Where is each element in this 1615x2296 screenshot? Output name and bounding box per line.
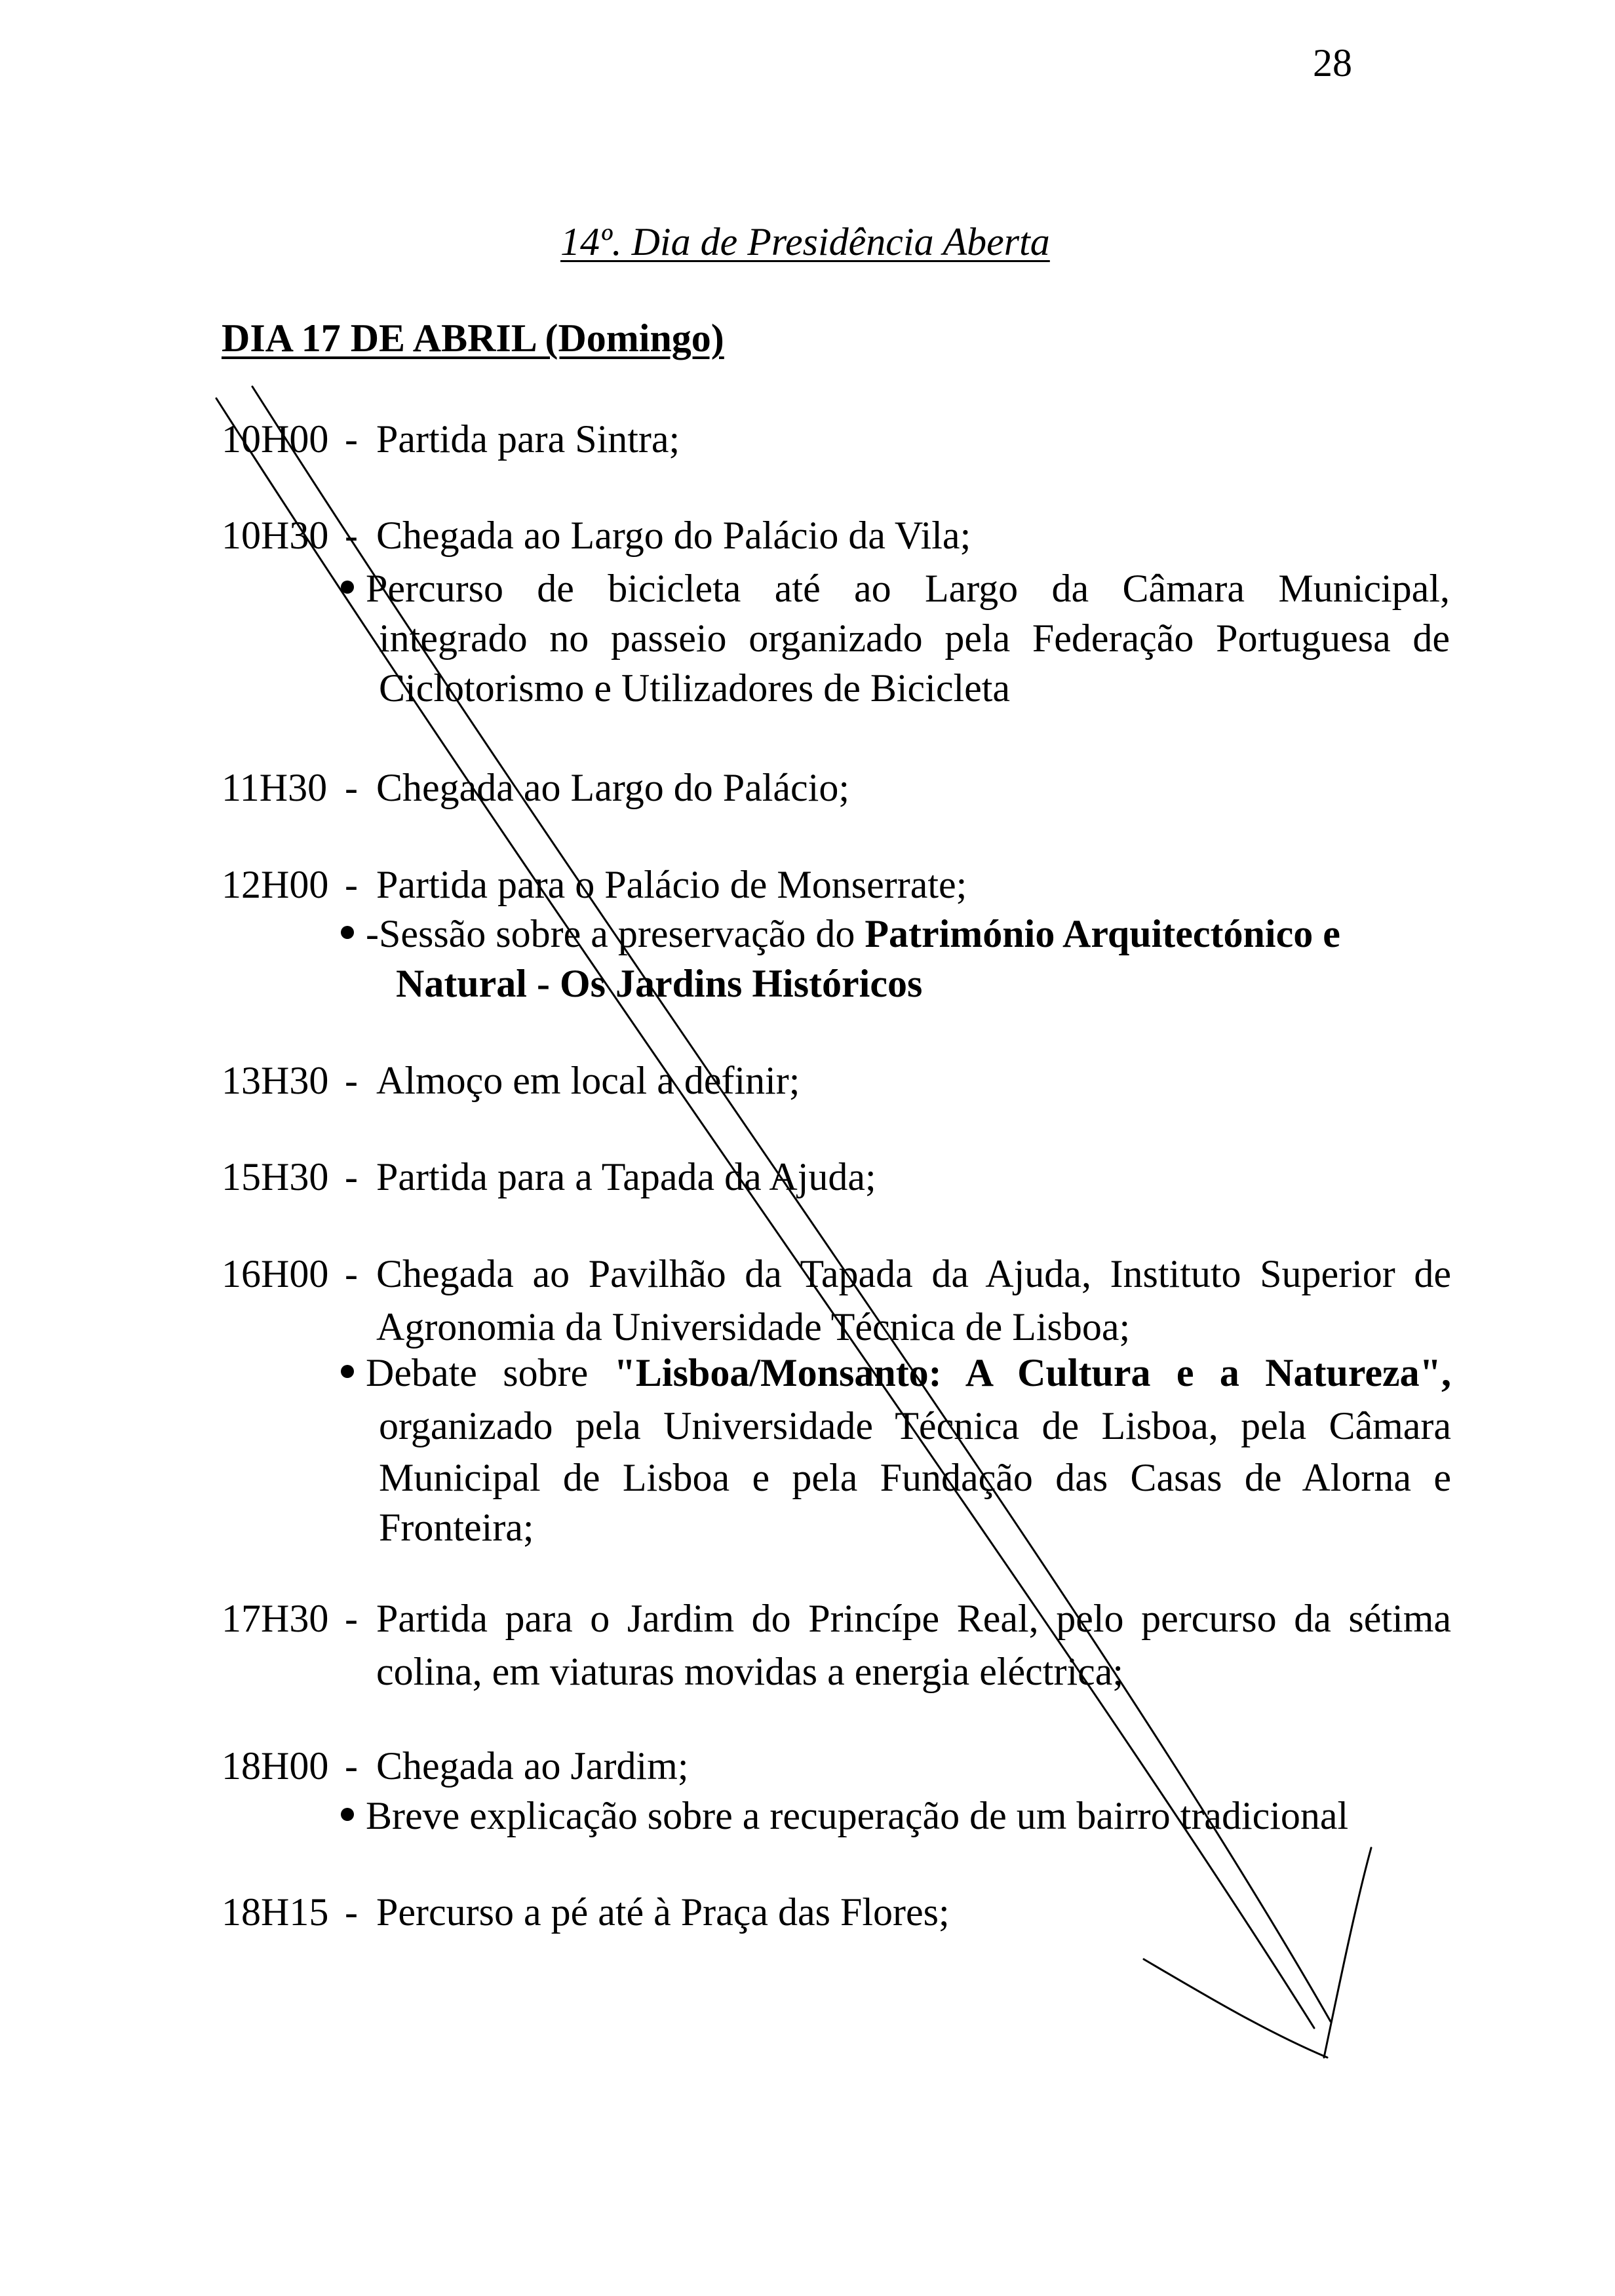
- bullet-text: -Sessão sobre a preservação do: [366, 912, 865, 955]
- bullet-item: [341, 562, 1450, 615]
- bullet-item: [341, 1347, 1451, 1400]
- entry-text: Chegada ao Jardim;: [376, 1744, 689, 1788]
- bullet-continuation: integrado no passeio organizado pela Federação Portuguesa de: [379, 617, 1450, 660]
- entry-time: 15H30: [222, 1155, 329, 1198]
- entry-dash: -: [345, 1744, 358, 1788]
- entry-text: Chegada ao Largo do Palácio da Vila;: [376, 514, 971, 557]
- bullet-bold-text: Património Arquitectónico e: [865, 912, 1340, 955]
- entry-time: 10H30: [222, 514, 329, 557]
- entry-dash: -: [345, 863, 358, 906]
- entry-time: 18H15: [222, 1890, 329, 1934]
- entry-dash: -: [345, 1597, 358, 1640]
- entry-text: Chegada ao Pavilhão da Tapada da Ajuda, Instituto Superior de Agronomia da Universidade Técnica de Lisboa;: [376, 1252, 1451, 1349]
- bullet-icon: [341, 1365, 354, 1378]
- entry-text: Partida para Sintra;: [376, 417, 680, 461]
- entry-text: Percurso a pé até à Praça das Flores;: [376, 1890, 950, 1934]
- entry-time: 16H00: [222, 1252, 329, 1295]
- entry-dash: -: [345, 1252, 358, 1295]
- entry-dash: -: [345, 417, 358, 461]
- bullet-continuation: Municipal de Lisboa e pela Fundação das Casas de Alorna e: [379, 1456, 1451, 1499]
- entry-text: Chegada ao Largo do Palácio;: [376, 766, 849, 809]
- entry-dash: -: [345, 514, 358, 557]
- page-title: 14º. Dia de Presidência Aberta: [560, 220, 1050, 263]
- bullet-continuation: Ciclotorismo e Utilizadores de Bicicleta: [379, 666, 1011, 710]
- bullet-icon: [341, 581, 354, 594]
- bullet-text: Debate sobre: [366, 1351, 614, 1394]
- entry-text: Partida para o Jardim do Princípe Real, pelo percurso da sétima colina, em viaturas movidas a energia eléctrica;: [376, 1597, 1451, 1693]
- entry-time: 10H00: [222, 417, 329, 461]
- bullet-item: [341, 1789, 1348, 1843]
- bullet-bold-text: "Lisboa/Monsanto: A Cultura e a Natureza",: [613, 1351, 1451, 1394]
- entry-text: Partida para a Tapada da Ajuda;: [376, 1155, 876, 1198]
- entry-dash: -: [345, 1890, 358, 1934]
- bullet-continuation: Natural - Os Jardins Históricos: [396, 962, 923, 1005]
- bullet-text: Percurso de bicicleta até ao Largo da Câmara Municipal,: [366, 567, 1450, 610]
- bullet-icon: [341, 1808, 354, 1821]
- entry-dash: -: [345, 1155, 358, 1198]
- bullet-continuation: organizado pela Universidade Técnica de Lisboa, pela Câmara: [379, 1404, 1451, 1447]
- entry-time: 12H00: [222, 863, 329, 906]
- entry-dash: -: [345, 1059, 358, 1102]
- bullet-item: [341, 908, 1340, 961]
- entry-time: 17H30: [222, 1597, 329, 1640]
- arrow-stroke: [1324, 1848, 1371, 2057]
- entry-dash: -: [345, 766, 358, 809]
- entry-text: Almoço em local a definir;: [376, 1059, 800, 1102]
- bullet-continuation: Fronteira;: [379, 1506, 534, 1549]
- entry-time: 13H30: [222, 1059, 329, 1102]
- entry-time: 18H00: [222, 1744, 329, 1788]
- bullet-icon: [341, 926, 354, 939]
- page-number: 28: [1313, 41, 1352, 85]
- arrow-stroke: [1144, 1959, 1327, 2057]
- entry-time: 11H30: [222, 766, 328, 809]
- entry-text: Partida para o Palácio de Monserrate;: [376, 863, 967, 906]
- bullet-text: Breve explicação sobre a recuperação de um bairro tradicional: [366, 1794, 1349, 1837]
- date-heading: DIA 17 DE ABRIL (Domingo): [222, 316, 724, 360]
